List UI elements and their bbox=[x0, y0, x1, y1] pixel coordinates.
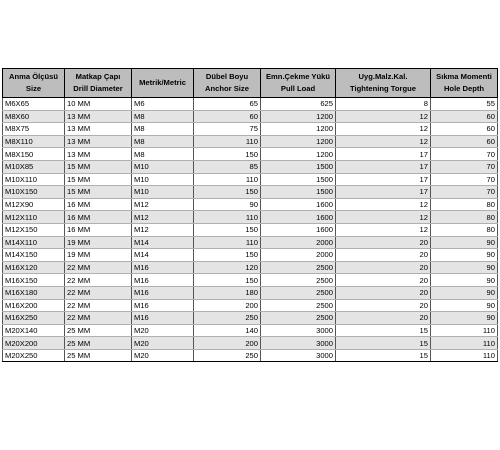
cell-anchor-size: 75 bbox=[194, 123, 261, 136]
cell-metric: M12 bbox=[132, 223, 194, 236]
cell-metric: M8 bbox=[132, 148, 194, 161]
cell-metric: M16 bbox=[132, 261, 194, 274]
cell-hole-depth: 70 bbox=[431, 186, 498, 199]
cell-anchor-size: 110 bbox=[194, 236, 261, 249]
cell-anchor-size: 85 bbox=[194, 160, 261, 173]
cell-metric: M8 bbox=[132, 135, 194, 148]
cell-size: M8X75 bbox=[3, 123, 65, 136]
header-label-en: Hole Depth bbox=[443, 84, 485, 93]
cell-size: M20X250 bbox=[3, 349, 65, 362]
cell-hole-depth: 90 bbox=[431, 312, 498, 325]
header-pull-load bbox=[261, 69, 336, 98]
cell-pull-load: 1500 bbox=[261, 160, 336, 173]
table-row bbox=[3, 249, 498, 262]
cell-tightening-torque: 20 bbox=[336, 249, 431, 262]
cell-metric: M10 bbox=[132, 173, 194, 186]
cell-pull-load: 3000 bbox=[261, 324, 336, 337]
cell-drill-diameter: 22 MM bbox=[65, 261, 132, 274]
cell-tightening-torque: 20 bbox=[336, 286, 431, 299]
cell-hole-depth: 110 bbox=[431, 337, 498, 350]
cell-anchor-size: 200 bbox=[194, 337, 261, 350]
cell-metric: M10 bbox=[132, 186, 194, 199]
cell-anchor-size: 140 bbox=[194, 324, 261, 337]
cell-pull-load: 3000 bbox=[261, 337, 336, 350]
cell-pull-load: 3000 bbox=[261, 349, 336, 362]
cell-size: M8X110 bbox=[3, 135, 65, 148]
cell-anchor-size: 120 bbox=[194, 261, 261, 274]
cell-drill-diameter: 13 MM bbox=[65, 110, 132, 123]
table-row bbox=[3, 286, 498, 299]
cell-drill-diameter: 22 MM bbox=[65, 286, 132, 299]
header-label-en: Size bbox=[25, 84, 42, 93]
cell-drill-diameter: 10 MM bbox=[65, 98, 132, 111]
cell-anchor-size: 150 bbox=[194, 148, 261, 161]
cell-hole-depth: 90 bbox=[431, 261, 498, 274]
cell-metric: M14 bbox=[132, 249, 194, 262]
cell-pull-load: 1200 bbox=[261, 148, 336, 161]
cell-anchor-size: 150 bbox=[194, 274, 261, 287]
cell-tightening-torque: 8 bbox=[336, 98, 431, 111]
cell-hole-depth: 60 bbox=[431, 110, 498, 123]
cell-anchor-size: 150 bbox=[194, 223, 261, 236]
header-drill-diameter bbox=[65, 69, 132, 98]
header-label-en: Anchor Size bbox=[205, 84, 249, 93]
cell-metric: M14 bbox=[132, 236, 194, 249]
table-row bbox=[3, 148, 498, 161]
cell-tightening-torque: 12 bbox=[336, 110, 431, 123]
cell-size: M10X150 bbox=[3, 186, 65, 199]
cell-pull-load: 1600 bbox=[261, 223, 336, 236]
cell-anchor-size: 90 bbox=[194, 198, 261, 211]
cell-metric: M16 bbox=[132, 286, 194, 299]
cell-metric: M20 bbox=[132, 349, 194, 362]
table-body bbox=[3, 98, 498, 362]
header-label-tr: Dübel Boyu bbox=[205, 72, 249, 81]
cell-anchor-size: 150 bbox=[194, 186, 261, 199]
cell-size: M16X250 bbox=[3, 312, 65, 325]
cell-hole-depth: 90 bbox=[431, 236, 498, 249]
cell-metric: M16 bbox=[132, 299, 194, 312]
cell-size: M8X60 bbox=[3, 110, 65, 123]
cell-drill-diameter: 15 MM bbox=[65, 173, 132, 186]
cell-hole-depth: 90 bbox=[431, 249, 498, 262]
cell-tightening-torque: 12 bbox=[336, 123, 431, 136]
cell-anchor-size: 150 bbox=[194, 249, 261, 262]
cell-anchor-size: 65 bbox=[194, 98, 261, 111]
cell-pull-load: 1500 bbox=[261, 186, 336, 199]
cell-anchor-size: 110 bbox=[194, 135, 261, 148]
cell-anchor-size: 200 bbox=[194, 299, 261, 312]
header-hole-depth bbox=[431, 69, 498, 98]
cell-tightening-torque: 12 bbox=[336, 135, 431, 148]
cell-pull-load: 1200 bbox=[261, 135, 336, 148]
cell-size: M10X110 bbox=[3, 173, 65, 186]
cell-tightening-torque: 20 bbox=[336, 274, 431, 287]
table-row bbox=[3, 324, 498, 337]
cell-tightening-torque: 12 bbox=[336, 211, 431, 224]
cell-pull-load: 1500 bbox=[261, 173, 336, 186]
cell-drill-diameter: 22 MM bbox=[65, 299, 132, 312]
cell-drill-diameter: 25 MM bbox=[65, 324, 132, 337]
cell-drill-diameter: 16 MM bbox=[65, 211, 132, 224]
header-size bbox=[3, 69, 65, 98]
cell-tightening-torque: 17 bbox=[336, 148, 431, 161]
table-header bbox=[3, 69, 498, 98]
cell-tightening-torque: 17 bbox=[336, 173, 431, 186]
cell-hole-depth: 90 bbox=[431, 299, 498, 312]
table-row bbox=[3, 274, 498, 287]
table-row bbox=[3, 261, 498, 274]
cell-pull-load: 2500 bbox=[261, 312, 336, 325]
cell-tightening-torque: 17 bbox=[336, 160, 431, 173]
cell-metric: M16 bbox=[132, 274, 194, 287]
cell-hole-depth: 80 bbox=[431, 211, 498, 224]
anchor-spec-table bbox=[2, 68, 498, 362]
cell-pull-load: 1200 bbox=[261, 110, 336, 123]
cell-drill-diameter: 13 MM bbox=[65, 123, 132, 136]
cell-hole-depth: 70 bbox=[431, 148, 498, 161]
cell-hole-depth: 80 bbox=[431, 198, 498, 211]
cell-metric: M12 bbox=[132, 198, 194, 211]
table-row bbox=[3, 299, 498, 312]
table-row bbox=[3, 186, 498, 199]
cell-pull-load: 1200 bbox=[261, 123, 336, 136]
cell-size: M10X85 bbox=[3, 160, 65, 173]
table-row bbox=[3, 211, 498, 224]
cell-metric: M8 bbox=[132, 110, 194, 123]
header-label-tr: Matkap Çapı bbox=[75, 72, 121, 81]
cell-drill-diameter: 15 MM bbox=[65, 186, 132, 199]
cell-anchor-size: 250 bbox=[194, 312, 261, 325]
table-row bbox=[3, 337, 498, 350]
cell-size: M12X150 bbox=[3, 223, 65, 236]
table-row bbox=[3, 98, 498, 111]
cell-size: M20X200 bbox=[3, 337, 65, 350]
cell-hole-depth: 80 bbox=[431, 223, 498, 236]
cell-pull-load: 1600 bbox=[261, 211, 336, 224]
spreadsheet-region bbox=[2, 68, 497, 362]
cell-size: M16X200 bbox=[3, 299, 65, 312]
cell-metric: M8 bbox=[132, 123, 194, 136]
cell-size: M20X140 bbox=[3, 324, 65, 337]
cell-size: M16X120 bbox=[3, 261, 65, 274]
table-row bbox=[3, 123, 498, 136]
cell-size: M12X110 bbox=[3, 211, 65, 224]
cell-drill-diameter: 19 MM bbox=[65, 249, 132, 262]
cell-metric: M16 bbox=[132, 312, 194, 325]
cell-drill-diameter: 25 MM bbox=[65, 349, 132, 362]
cell-hole-depth: 55 bbox=[431, 98, 498, 111]
cell-pull-load: 2500 bbox=[261, 261, 336, 274]
table-row bbox=[3, 223, 498, 236]
cell-hole-depth: 60 bbox=[431, 135, 498, 148]
cell-tightening-torque: 20 bbox=[336, 312, 431, 325]
cell-tightening-torque: 15 bbox=[336, 324, 431, 337]
cell-size: M16X180 bbox=[3, 286, 65, 299]
header-metric bbox=[132, 69, 194, 98]
cell-drill-diameter: 19 MM bbox=[65, 236, 132, 249]
cell-pull-load: 625 bbox=[261, 98, 336, 111]
table-row bbox=[3, 110, 498, 123]
cell-metric: M6 bbox=[132, 98, 194, 111]
cell-pull-load: 2500 bbox=[261, 274, 336, 287]
cell-drill-diameter: 25 MM bbox=[65, 337, 132, 350]
cell-pull-load: 2500 bbox=[261, 299, 336, 312]
table-row bbox=[3, 349, 498, 362]
cell-drill-diameter: 16 MM bbox=[65, 198, 132, 211]
header-label-tr: Emn.Çekme Yükü bbox=[265, 72, 330, 81]
cell-hole-depth: 110 bbox=[431, 349, 498, 362]
cell-hole-depth: 90 bbox=[431, 286, 498, 299]
cell-size: M6X65 bbox=[3, 98, 65, 111]
cell-tightening-torque: 20 bbox=[336, 261, 431, 274]
cell-size: M14X110 bbox=[3, 236, 65, 249]
cell-drill-diameter: 13 MM bbox=[65, 135, 132, 148]
cell-anchor-size: 110 bbox=[194, 173, 261, 186]
cell-metric: M10 bbox=[132, 160, 194, 173]
cell-tightening-torque: 15 bbox=[336, 337, 431, 350]
cell-size: M8X150 bbox=[3, 148, 65, 161]
cell-tightening-torque: 20 bbox=[336, 299, 431, 312]
cell-size: M16X150 bbox=[3, 274, 65, 287]
header-label-tr: Sıkma Momenti bbox=[436, 72, 492, 81]
table-row bbox=[3, 236, 498, 249]
cell-tightening-torque: 12 bbox=[336, 198, 431, 211]
cell-anchor-size: 110 bbox=[194, 211, 261, 224]
header-label-tr: Metrik/Metric bbox=[139, 78, 186, 87]
cell-hole-depth: 60 bbox=[431, 123, 498, 136]
table-row bbox=[3, 135, 498, 148]
cell-tightening-torque: 17 bbox=[336, 186, 431, 199]
header-anchor-size bbox=[194, 69, 261, 98]
cell-drill-diameter: 13 MM bbox=[65, 148, 132, 161]
cell-tightening-torque: 15 bbox=[336, 349, 431, 362]
cell-metric: M20 bbox=[132, 324, 194, 337]
header-label-en: Drill Diameter bbox=[73, 84, 123, 93]
cell-anchor-size: 60 bbox=[194, 110, 261, 123]
table-row bbox=[3, 173, 498, 186]
cell-pull-load: 2500 bbox=[261, 286, 336, 299]
header-label-en: Pull Load bbox=[280, 84, 316, 93]
cell-metric: M20 bbox=[132, 337, 194, 350]
cell-size: M12X90 bbox=[3, 198, 65, 211]
table-row bbox=[3, 312, 498, 325]
cell-size: M14X150 bbox=[3, 249, 65, 262]
header-row bbox=[3, 69, 498, 98]
cell-anchor-size: 250 bbox=[194, 349, 261, 362]
cell-metric: M12 bbox=[132, 211, 194, 224]
cell-pull-load: 1600 bbox=[261, 198, 336, 211]
cell-tightening-torque: 12 bbox=[336, 223, 431, 236]
header-label-en: Tightening Torgue bbox=[350, 84, 416, 93]
header-label-tr: Anma Ölçüsü bbox=[9, 72, 58, 81]
cell-pull-load: 2000 bbox=[261, 249, 336, 262]
cell-hole-depth: 70 bbox=[431, 173, 498, 186]
cell-drill-diameter: 16 MM bbox=[65, 223, 132, 236]
cell-drill-diameter: 22 MM bbox=[65, 312, 132, 325]
header-tightening-torque bbox=[336, 69, 431, 98]
table-row bbox=[3, 160, 498, 173]
header-label-tr: Uyg.Malz.Kal. bbox=[358, 72, 408, 81]
table-row bbox=[3, 198, 498, 211]
cell-drill-diameter: 22 MM bbox=[65, 274, 132, 287]
cell-pull-load: 2000 bbox=[261, 236, 336, 249]
cell-hole-depth: 70 bbox=[431, 160, 498, 173]
cell-hole-depth: 110 bbox=[431, 324, 498, 337]
cell-drill-diameter: 15 MM bbox=[65, 160, 132, 173]
cell-tightening-torque: 20 bbox=[336, 236, 431, 249]
cell-anchor-size: 180 bbox=[194, 286, 261, 299]
cell-hole-depth: 90 bbox=[431, 274, 498, 287]
